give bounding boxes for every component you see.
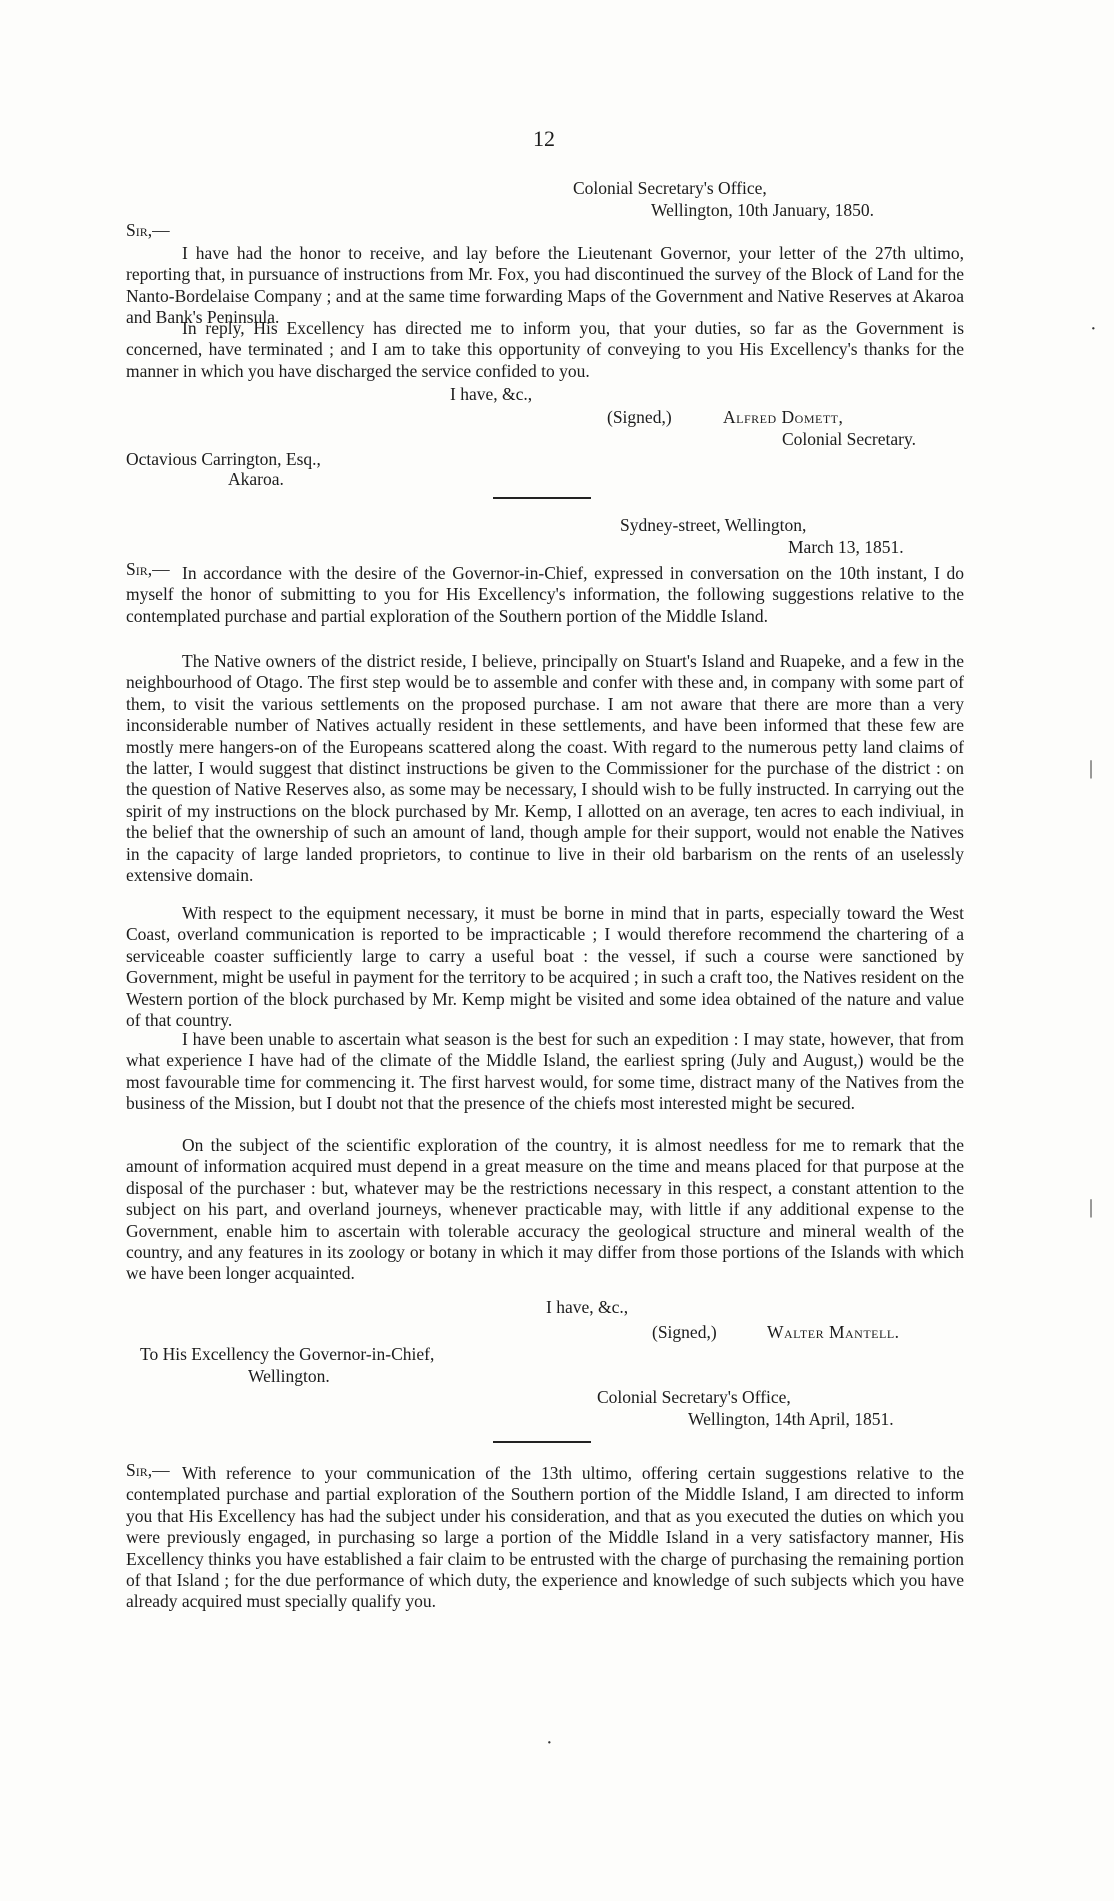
letter1-salutation: Sir,— — [126, 220, 170, 240]
letter1-paragraph-1: I have had the honor to receive, and lay before the Lieutenant Governor, your letter of the 27th ultimo, reporting that, in pursuance of instructions from Mr. Fox, you had discontinued the survey of the Block of Land for the Nanto-Bordelaise Company ; and at the same time forwarding Maps of the Government and Native Reserves at Akaroa and Bank's Peninsula. — [126, 243, 964, 328]
letter2-signed: (Signed,) — [652, 1322, 717, 1342]
letter3-salutation: Sir,— — [126, 1460, 170, 1480]
margin-mark: · — [1090, 318, 1097, 340]
letter1-office: Colonial Secretary's Office, — [573, 178, 767, 198]
separator-rule — [493, 497, 591, 499]
letter2-date: March 13, 1851. — [788, 537, 904, 557]
letter2-salutation: Sir,— — [126, 559, 170, 579]
letter2-addressee-place: Wellington. — [248, 1366, 330, 1386]
letter2-paragraph-3: With respect to the equipment necessary, it must be borne in mind that in parts, especially toward the West Coast, overland communication is reported to be impracticable ; I would therefore recommend the chartering of a serviceable coaster sufficiently large to carry a useful boat : the vessel, if such a course were sanctioned by Government, might be useful in payment for the territory to be acquired ; in such a craft too, the Natives resident on the Western portion of the block purchased by Mr. Kemp might be visited and some idea obtained of the nature and value of that country. — [126, 903, 964, 1031]
letter2-paragraph-2: The Native owners of the district reside, I believe, principally on Stuart's Island and Ruapeke, and a few in the neighbourhood of Otago. The first step would be to assemble and confer with these and, in company with some part of them, to visit the various settlements on the proposed purchase. I am not aware that there are more than a very inconsiderable number of Natives actually resident in these settlements, and have been informed that these few are mostly mere hangers-on of the Europeans scattered along the coast. With regard to the numerous petty land claims of the latter, I would suggest that distinct instructions be given to the Commissioner for the purchase of the district : on the question of Native Reserves also, as some may be necessary, I should wish to be fully instructed. In carrying out the spirit of my instructions on the block purchased by Mr. Kemp, I allotted on an average, ten acres to each indiviual, in the belief that the ownership of such an amount of land, though ample for their support, would not enable the Natives in the capacity of large landed proprietors, to continue to live in their old barbarism on the rents of an uselessly extensive domain. — [126, 651, 964, 886]
letter1-paragraph-2: In reply, His Excellency has directed me to inform you, that your duties, so far as the Government is concerned, have terminated ; and I am to take this opportunity of conveying to you His Excellency's thanks for the manner in which you have discharged the service confided to you. — [126, 318, 964, 381]
letter1-addressee-place: Akaroa. — [228, 469, 284, 489]
letter1-closing: I have, &c., — [450, 384, 533, 404]
letter1-place-date: Wellington, 10th January, 1850. — [651, 200, 874, 220]
margin-mark: · — [546, 1732, 553, 1754]
letter1-signer: Alfred Domett, — [723, 407, 844, 427]
margin-mark: | — [1089, 757, 1094, 779]
letter1-signer-title: Colonial Secretary. — [782, 429, 916, 449]
letter2-paragraph-1: In accordance with the desire of the Governor-in-Chief, expressed in conversation on the 10th instant, I do myself the honor of submitting to you for His Excellency's information, the following suggestions relative to the contemplated purchase and partial exploration of the Southern portion of the Middle Island. — [126, 563, 964, 626]
letter1-addressee: Octavious Carrington, Esq., — [126, 449, 321, 469]
page-number: 12 — [533, 126, 555, 151]
letter2-signer: Walter Mantell. — [767, 1322, 900, 1342]
letter2-paragraph-5: On the subject of the scientific exploration of the country, it is almost needless for me to remark that the amount of information acquired must depend in a great measure on the time and means placed for that purpose at the disposal of the purchaser : but, whatever may be the restrictions necessary in this respect, a constant attention to the subject on his part, and overland journeys, whenever practicable may, with little if any additional expense to the Government, enable him to ascertain with tolerable accuracy the geological structure and mineral wealth of the country, and any features in its zoology or botany in which it may differ from those portions of the Islands with which we have been longer acquainted. — [126, 1135, 964, 1284]
letter2-address: Sydney-street, Wellington, — [620, 515, 807, 535]
letter3-office: Colonial Secretary's Office, — [597, 1387, 791, 1407]
letter3-paragraph-1: With reference to your communication of the 13th ultimo, offering certain suggestions relative to the contemplated purchase and partial exploration of the Southern portion of the Middle Island, I am directed to inform you that His Excellency has had the subject under his consideration, and that as you executed the duties on which you were previously engaged, in purchasing so large a portion of the Middle Island in a very satisfactory manner, His Excellency thinks you have established a fair claim to be entrusted with the charge of purchasing the remaining portion of that Island ; for the due performance of which duty, the experience and knowledge of such subjects which you have already acquired must specially qualify you. — [126, 1463, 964, 1612]
letter2-closing: I have, &c., — [546, 1297, 629, 1317]
letter3-place-date: Wellington, 14th April, 1851. — [688, 1409, 894, 1429]
letter2-addressee: To His Excellency the Governor-in-Chief, — [140, 1344, 435, 1364]
margin-mark: | — [1089, 1196, 1094, 1218]
letter1-signed: (Signed,) — [607, 407, 672, 427]
letter2-paragraph-4: I have been unable to ascertain what season is the best for such an expedition : I may state, however, that from what experience I have had of the climate of the Middle Island, the earliest spring (July and August,) would be the most favourable time for commencing it. The first harvest would, for some time, distract many of the Natives from the business of the Mission, but I doubt not that the presence of the chiefs most interested might be secured. — [126, 1029, 964, 1114]
separator-rule — [493, 1441, 591, 1443]
